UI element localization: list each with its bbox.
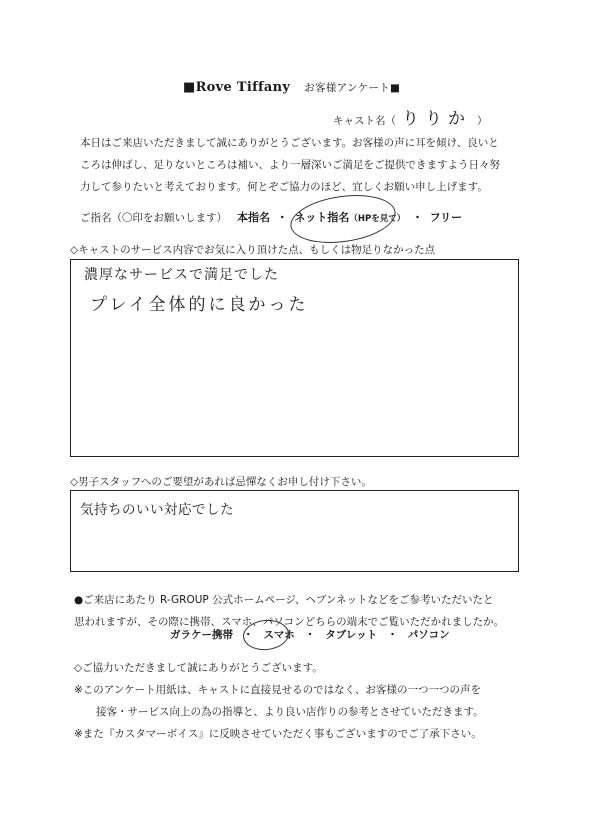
device-separator: ・: [243, 629, 254, 641]
survey-title: [183, 80, 400, 95]
cast-name-label: キャスト名（: [333, 115, 396, 127]
nomination-net-note: （HPを見て）: [349, 214, 406, 224]
device-separator: ・: [304, 629, 316, 641]
nomination-option-net[interactable]: ネット指名: [294, 211, 350, 224]
cast-name-row: [333, 104, 488, 129]
cast-feedback-answer-line1: 濃厚なサービスで満足でした: [84, 267, 279, 283]
device-option-feature-phone[interactable]: ガラケー携帯: [170, 629, 233, 641]
nomination-separator: ・: [276, 211, 288, 224]
intro-paragraph: [80, 132, 520, 198]
cast-feedback-answer-line2: プレイ全体的に良かった: [90, 295, 309, 315]
intro-line: 力して参りたいと考えております。何とぞご協力のほど、宜しくお願い申し上げます。: [80, 181, 488, 193]
device-separator: ・: [387, 629, 398, 641]
device-option-smartphone[interactable]: スマホ: [263, 629, 295, 641]
nomination-option-main[interactable]: 本指名: [237, 211, 271, 224]
staff-request-heading: ◇男子スタッフへのご要望があれば忌憚なくお申し付け下さい。: [70, 476, 372, 488]
footer-note: ※また『カスタマーボイス』に反映させていただく事もございますのでご了承下さい。: [74, 728, 482, 740]
cast-feedback-box[interactable]: [70, 259, 519, 457]
intro-line: 本日はご来店いただきまして誠にありがとうございます。お客様の声に耳を傾け、良いと: [80, 137, 499, 149]
nomination-label: ご指名（〇印をお願いします）: [80, 212, 227, 224]
device-options: [165, 627, 455, 642]
footer-thanks: ◇ご協力いただきまして誠にありがとうございます。: [74, 662, 323, 674]
device-option-pc[interactable]: パソコン: [407, 629, 450, 641]
nomination-row: [80, 209, 462, 225]
staff-request-answer: 気持ちのいい対応でした: [80, 502, 234, 518]
footer-note: ※このアンケート用紙は、キャストに直接見せるのではなく、お客様の一つ一つの声を: [74, 684, 481, 696]
device-question-line: ●ご来店にあたり R-GROUP 公式ホームページ、ヘブンネットなどをご参考いただいたと: [74, 594, 494, 606]
survey-subtitle: お客様アンケート■: [304, 82, 401, 94]
device-question-line: 思われますが、その際に携帯、スマホ、パソコンどちらの端末でご覧いただかれましたか。: [74, 616, 505, 628]
nomination-option-free[interactable]: フリー: [429, 211, 463, 224]
nomination-separator: ・: [411, 211, 423, 224]
footer-note: 接客・サービス向上の為の指導と、より良い店作りの参考とさせていただきます。: [96, 706, 484, 718]
footer-notes: [74, 657, 534, 745]
cast-name-handwritten: りりか: [402, 109, 471, 129]
device-option-tablet[interactable]: タブレット: [325, 629, 378, 641]
intro-line: ころは伸ばし、足りないところは補い、より一層深いご満足をご提供できますよう日々努: [80, 159, 500, 171]
store-name: ■Rove Tiffany: [183, 80, 291, 95]
cast-feedback-heading: ◇キャストのサービス内容でお気に入り頂けた点、もしくは物足りなかった点: [70, 244, 436, 256]
cast-name-close: ）: [477, 115, 488, 127]
